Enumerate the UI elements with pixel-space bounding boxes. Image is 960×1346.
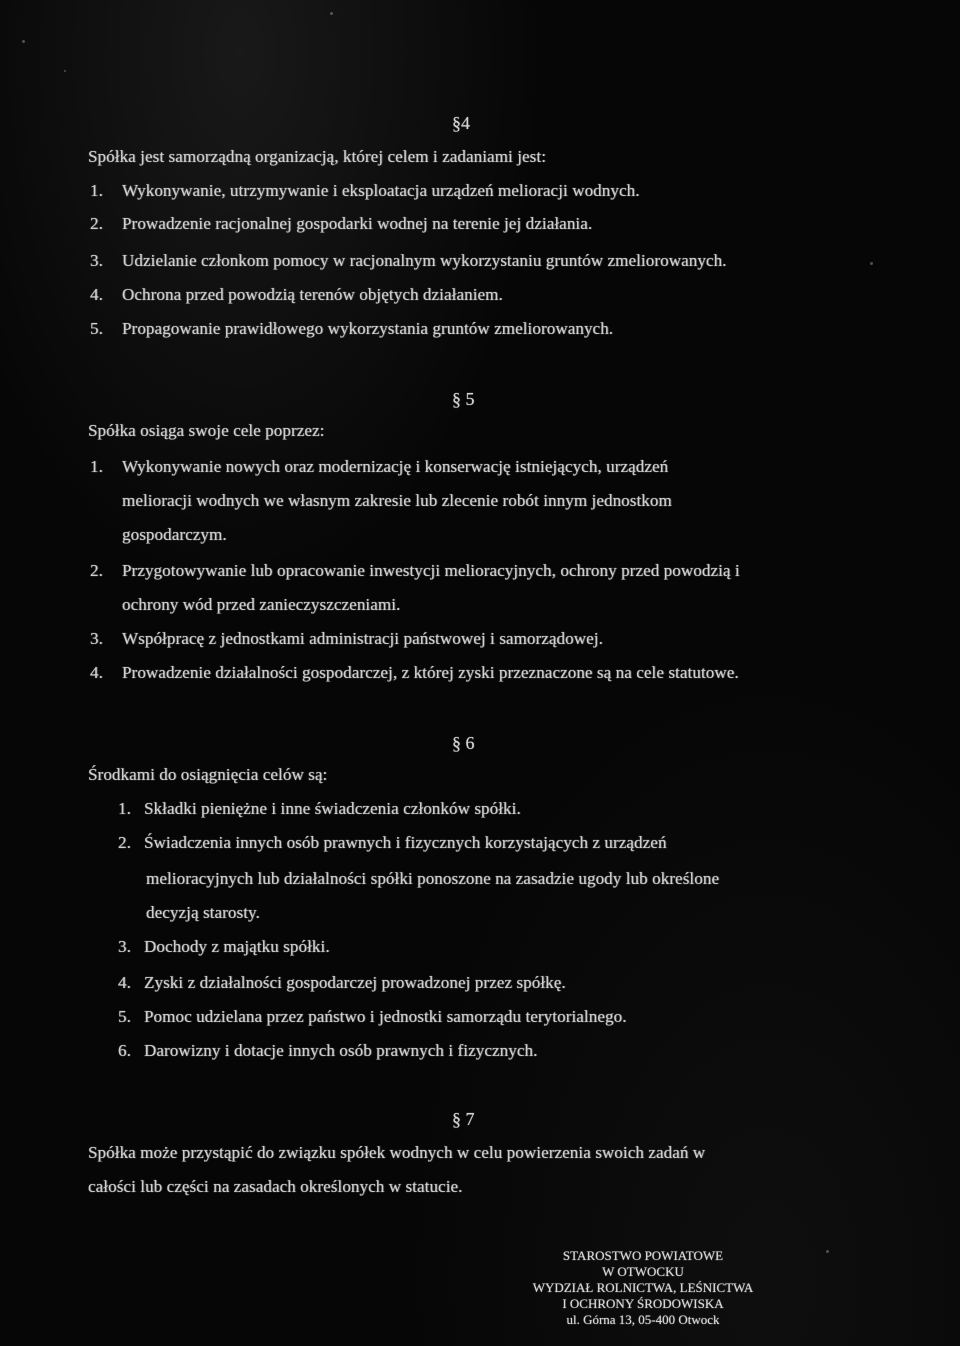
item-text: Składki pieniężne i inne świadczenia członków spółki. xyxy=(144,799,521,818)
section-7-line-1: Spółka może przystąpić do związku spółek wodnych w celu powierzenia swoich zadań w xyxy=(88,1143,706,1162)
section-6-item-2-line-2: melioracyjnych lub działalności spółki ponoszone na zasadzie ugody lub określone xyxy=(146,869,720,888)
section-6-item-1 xyxy=(118,798,521,820)
item-text: Darowizny i dotacje innych osób prawnych i fizycznych. xyxy=(144,1041,538,1060)
item-number: 4. xyxy=(90,663,103,682)
item-number: 3. xyxy=(118,937,131,956)
scan-speck xyxy=(826,1250,829,1253)
section-7-heading: § 7 xyxy=(452,1109,475,1129)
section-5-item-2-line-2: ochrony wód przed zanieczyszczeniami. xyxy=(122,595,401,614)
section-5-item-2 xyxy=(90,560,740,582)
item-text: Świadczenia innych osób prawnych i fizycznych korzystających z urządzeń xyxy=(144,833,667,852)
item-text: Udzielanie członkom pomocy w racjonalnym wykorzystaniu gruntów zmeliorowanych. xyxy=(122,251,727,270)
item-text: Dochody z majątku spółki. xyxy=(144,937,330,956)
item-number: 6. xyxy=(118,1041,131,1060)
section-6-item-4 xyxy=(118,972,566,994)
section-4-intro: Spółka jest samorządną organizacją, której celem i zadaniami jest: xyxy=(88,147,547,166)
section-5-item-4 xyxy=(90,662,739,684)
item-number: 3. xyxy=(90,251,103,270)
section-5-item-3 xyxy=(90,628,603,650)
item-number: 2. xyxy=(118,833,131,852)
section-4-item-3 xyxy=(90,250,727,272)
stamp-line: WYDZIAŁ ROLNICTWA, LEŚNICTWA xyxy=(532,1280,754,1295)
scan-speck xyxy=(22,40,25,43)
section-6-item-5 xyxy=(118,1006,627,1028)
section-6-intro: Środkami do osiągnięcia celów są: xyxy=(88,765,328,784)
item-text: Ochrona przed powodzią terenów objętych działaniem. xyxy=(122,285,503,304)
stamp-line: I OCHRONY ŚRODOWISKA xyxy=(562,1296,724,1311)
office-stamp xyxy=(508,1248,778,1328)
stamp-line: STAROSTWO POWIATOWE xyxy=(562,1248,724,1263)
item-number: 3. xyxy=(90,629,103,648)
item-number: 1. xyxy=(118,799,131,818)
section-6-item-2-line-3: decyzją starosty. xyxy=(146,903,260,922)
item-number: 5. xyxy=(90,319,103,338)
item-number: 2. xyxy=(90,561,103,580)
item-text: Współpracę z jednostkami administracji państwowej i samorządowej. xyxy=(122,629,603,648)
item-text: Prowadzenie działalności gospodarczej, z której zyski przeznaczone są na cele statutowe. xyxy=(122,663,739,682)
item-text: Wykonywanie, utrzymywanie i eksploatacja urządzeń melioracji wodnych. xyxy=(122,181,640,200)
section-4-item-4 xyxy=(90,284,503,306)
section-6-item-2 xyxy=(118,832,667,854)
item-text: Prowadzenie racjonalnej gospodarki wodnej na terenie jej działania. xyxy=(122,214,593,233)
scan-speck xyxy=(870,262,873,265)
section-5-item-1-line-3: gospodarczym. xyxy=(122,525,227,544)
stamp-line: ul. Górna 13, 05-400 Otwock xyxy=(566,1312,720,1327)
item-number: 5. xyxy=(118,1007,131,1026)
scan-speck xyxy=(330,12,333,15)
section-5-item-1 xyxy=(90,456,668,478)
item-number: 1. xyxy=(90,457,103,476)
section-5-heading: § 5 xyxy=(452,389,475,409)
item-number: 1. xyxy=(90,181,103,200)
item-text: Przygotowywanie lub opracowanie inwestycji melioracyjnych, ochrony przed powodzią i xyxy=(122,561,740,580)
section-4-item-2 xyxy=(90,213,592,235)
section-4-heading: §4 xyxy=(452,113,470,133)
item-number: 4. xyxy=(118,973,131,992)
item-number: 4. xyxy=(90,285,103,304)
section-4-item-1 xyxy=(90,180,640,202)
section-4-item-5 xyxy=(90,318,613,340)
item-text: Propagowanie prawidłowego wykorzystania gruntów zmeliorowanych. xyxy=(122,319,614,338)
item-text: Pomoc udzielana przez państwo i jednostki samorządu terytorialnego. xyxy=(144,1007,627,1026)
section-6-heading: § 6 xyxy=(452,733,475,753)
section-6-item-6 xyxy=(118,1040,537,1062)
item-text: Zyski z działalności gospodarczej prowadzonej przez spółkę. xyxy=(144,973,566,992)
section-7-line-2: całości lub części na zasadach określonych w statucie. xyxy=(88,1177,463,1196)
item-number: 2. xyxy=(90,214,103,233)
section-6-item-3 xyxy=(118,936,330,958)
stamp-line: W OTWOCKU xyxy=(602,1264,684,1279)
scan-speck xyxy=(64,70,66,72)
section-5-item-1-line-2: melioracji wodnych we własnym zakresie lub zlecenie robót innym jednostkom xyxy=(122,491,672,510)
item-text: Wykonywanie nowych oraz modernizację i konserwację istniejących, urządzeń xyxy=(122,457,669,476)
section-5-intro: Spółka osiąga swoje cele poprzez: xyxy=(88,421,325,440)
